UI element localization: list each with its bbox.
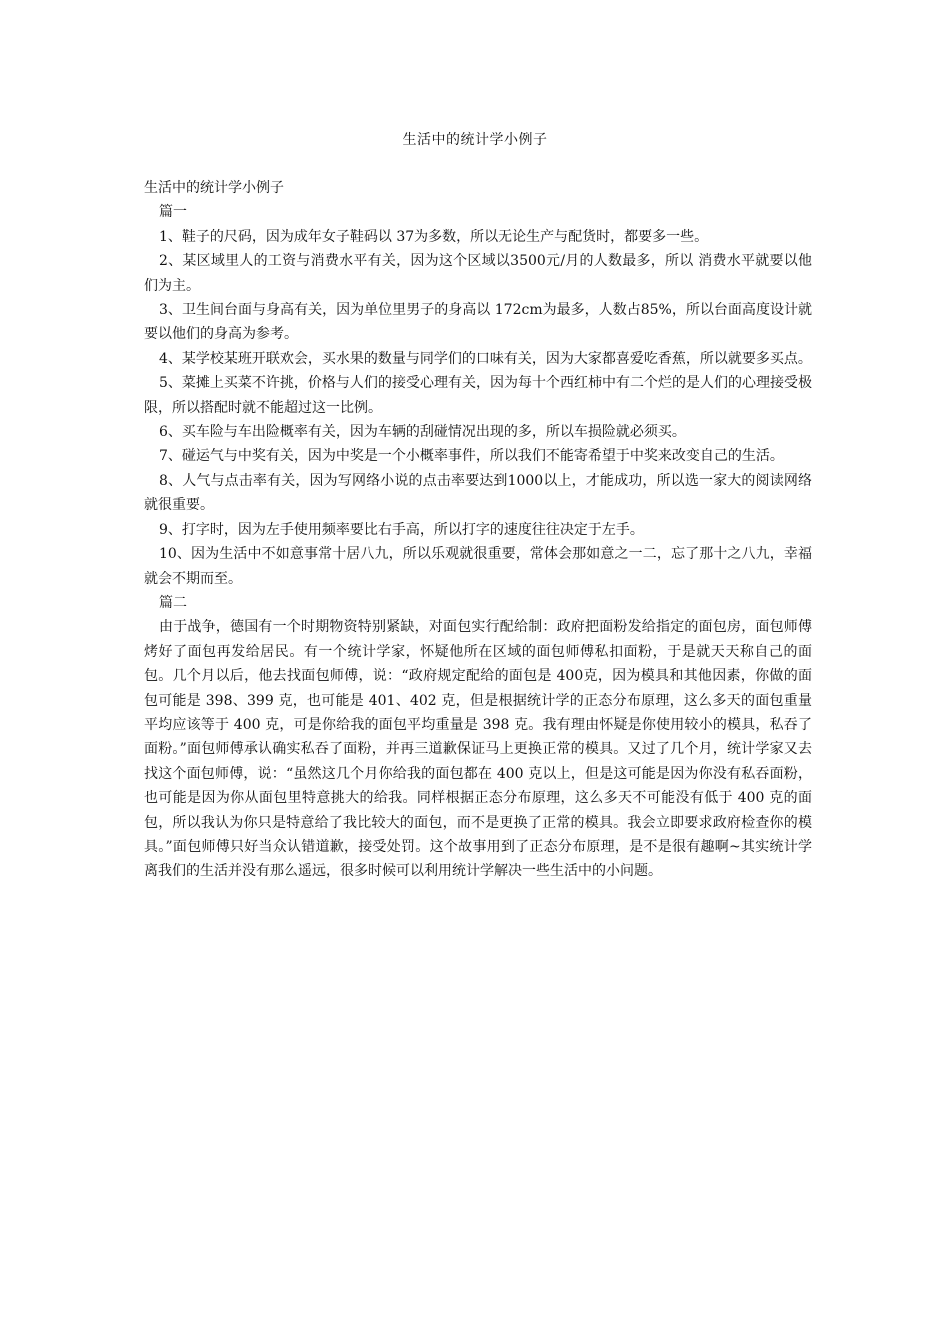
list-item: 1、鞋子的尺码，因为成年女子鞋码以 37为多数，所以无论生产与配货时，都要多一些。 [159, 228, 709, 245]
section-heading-part1: 篇一 [159, 204, 187, 221]
list-item: 2、某区域里人的工资与消费水平有关，因为这个区域以3500元/月的人数最多，所以 消费水平就要以他们为主。 [144, 253, 812, 294]
list-item: 7、碰运气与中奖有关，因为中奖是一个小概率事件，所以我们不能寄希望于中奖来改变自己的生活。 [159, 448, 784, 465]
list-item: 8、人气与点击率有关，因为写网络小说的点击率要达到1000以上，才能成功，所以选一家大的阅读网络就很重要。 [144, 472, 812, 514]
document-subtitle: 生活中的统计学小例子 [144, 180, 284, 196]
document-body [144, 176, 812, 884]
list-item: 10、因为生活中不如意事常十居八九，所以乐观就很重要，常体会那如意之一二，忘了那十之八九，幸福就会不期而至。 [144, 546, 812, 587]
list-item: 3、卫生间台面与身高有关，因为单位里男子的身高以 172cm为最多，人数占85%，所以台面高度设计就要以他们的身高为参考。 [144, 302, 812, 343]
list-item: 5、菜摊上买菜不许挑，价格与人们的接受心理有关，因为每十个西红柿中有二个烂的是人们的心理接受极限，所以搭配时就不能超过这一比例。 [144, 375, 812, 416]
list-item: 9、打字时，因为左手使用频率要比右手高，所以打字的速度往往决定于左手。 [159, 521, 644, 538]
list-item: 4、某学校某班开联欢会，买水果的数量与同学们的口味有关，因为大家都喜爱吃香蕉，所以就要多买点。 [159, 350, 812, 367]
story-paragraph: 由于战争，德国有一个时期物资特别紧缺，对面包实行配给制：政府把面粉发给指定的面包房，面包师傅烤好了面包再发给居民。有一个统计学家，怀疑他所在区域的面包师傅私扣面粉，于是就天天称自己的面包。几个月以后，他去找面包师傅，说：“政府规定配给的面包是 400克，因为模具和其他因素，你做的面包可能是 398、399 克，也可能是 401、402 克，但是根据统计学的正态分布原理，这么多天的面包重量平均应该等于 400 克，可是你给我的面包平均重量是 398 克。我有理由怀疑是你使用较小的模具，私吞了面粉。”面包师傅承认确实私吞了面粉，并再三道歉保证马上更换正常的模具。又过了几个月，统计学家又去找这个面包师傅，说：“虽然这几个月你给我的面包都在 400 克以上，但是这可能是因为你没有私吞面粉，也可能是因为你从面包里特意挑大的给我。同样根据正态分布原理，这么多天不可能没有低于 400 克的面包，所以我认为你只是特意给了我比较大的面包，而不是更换了正常的模具。我会立即要求政府检查你的模具。”面包师傅只好当众认错道歉，接受处罚。这个故事用到了正态分布原理，是不是很有趣啊~其实统计学离我们的生活并没有那么遥远，很多时候可以利用统计学解决一些生活中的小问题。 [144, 619, 812, 880]
document-title: 生活中的统计学小例子 [402, 132, 548, 148]
section-heading-part2: 篇二 [159, 594, 187, 611]
list-item: 6、买车险与车出险概率有关，因为车辆的刮碰情况出现的多，所以车损险就必须买。 [159, 424, 686, 441]
